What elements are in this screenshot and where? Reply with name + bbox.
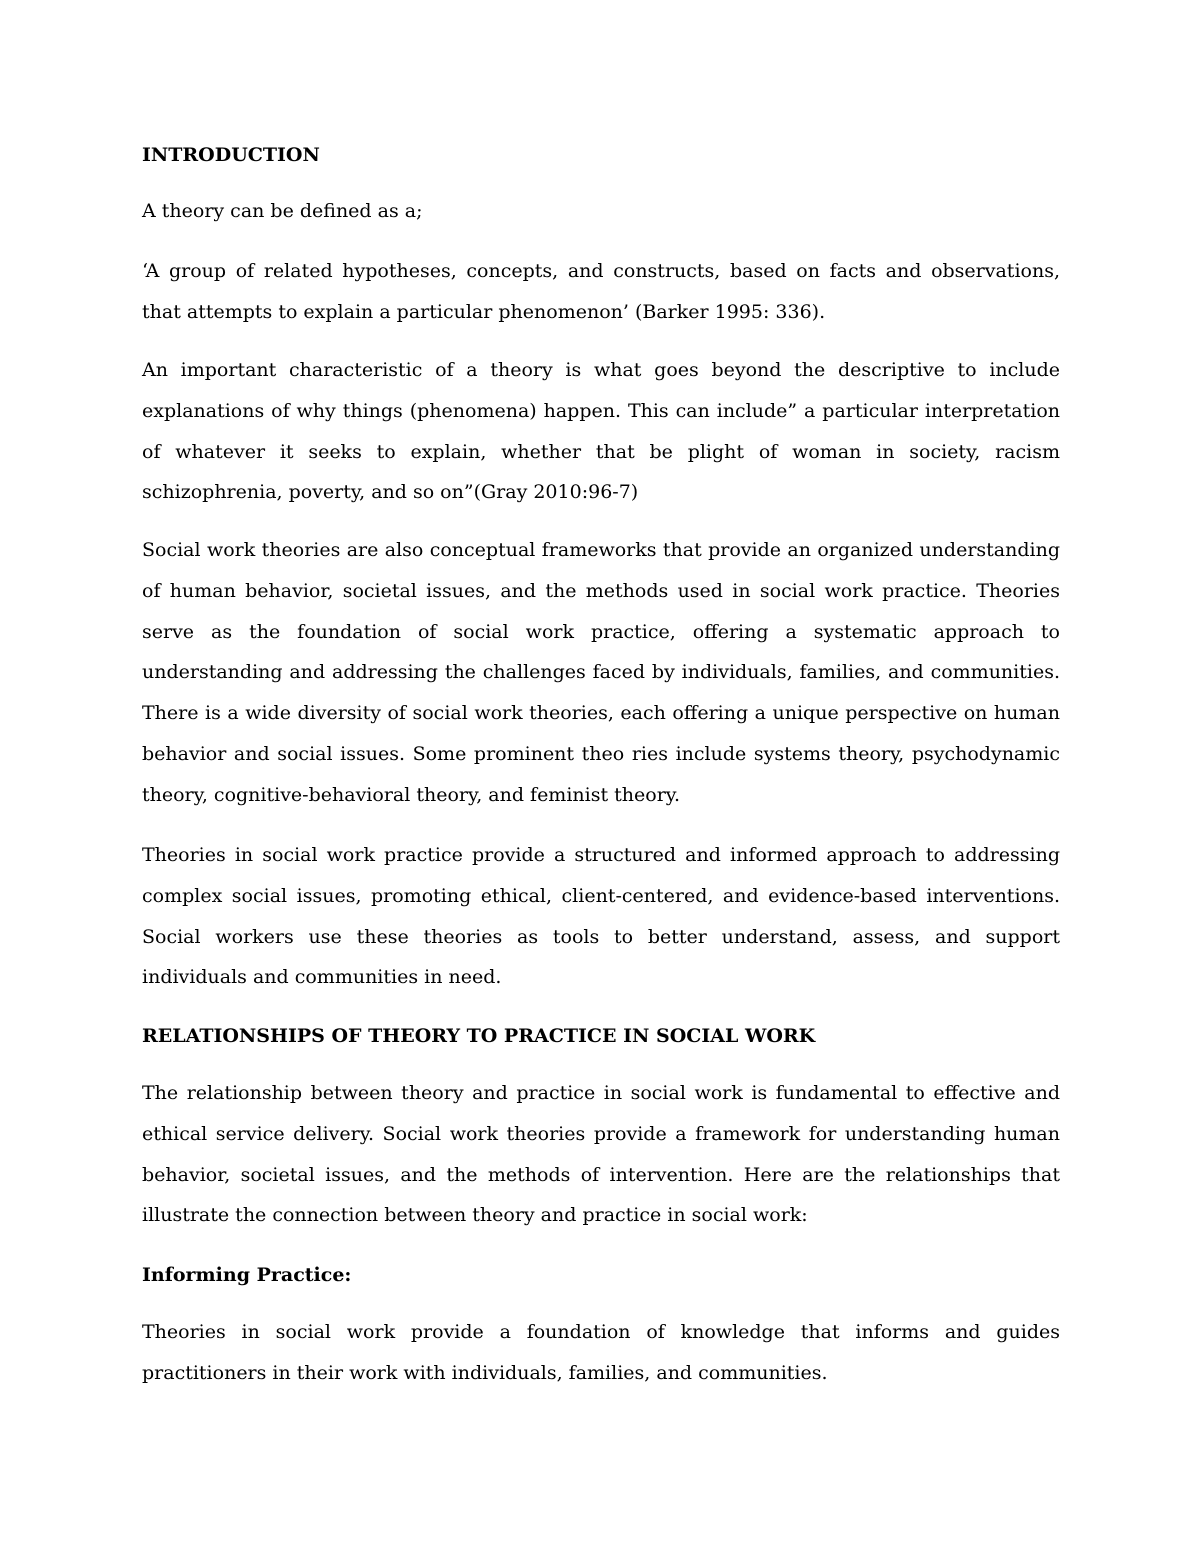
definition-lead: A theory can be defined as a; [142,200,423,222]
informing-paragraph: Theories in social work provide a foundation of knowledge that informs and guides practitioners in their work with individuals, families, and communities. [142,1321,1060,1384]
relationships-heading: RELATIONSHIPS OF THEORY TO PRACTICE IN SOCIAL WORK [142,1025,816,1047]
introduction-heading: INTRODUCTION [142,144,320,166]
frameworks-paragraph: Social work theories are also conceptual frameworks that provide an organized understanding of human behavior, societal issues, and the methods used in social work practice. Theories serve as the foundation of social work practice, offering a systematic approach to understanding and addressing the challenges faced by individuals, families, and communities. There is a wide diversity of social work theories, each offering a unique perspective on human behavior and social issues. Some prominent theo ries include systems theory, psychodynamic theory, cognitive-behavioral theory, and feminist theory. [142,539,1060,806]
informing-practice-heading: Informing Practice: [142,1264,352,1286]
characteristic-paragraph: An important characteristic of a theory is what goes beyond the descriptive to include explanations of why things (phenomena) happen. This can include” a particular interpretation of whatever it seeks to explain, whether that be plight of woman in society, racism schizophrenia, poverty, and so on”(Gray 2010:96-7) [142,359,1060,504]
practice-paragraph: Theories in social work practice provide a structured and informed approach to addressing complex social issues, promoting ethical, client-centered, and evidence-based interventions. Social workers use these theories as tools to better understand, assess, and support individuals and communities in need. [142,844,1060,989]
definition-quote: ‘A group of related hypotheses, concepts, and constructs, based on facts and observations, that attempts to explain a particular phenomenon’ (Barker 1995: 336). [142,260,1060,323]
relationships-paragraph: The relationship between theory and practice in social work is fundamental to effective and ethical service delivery. Social work theories provide a framework for understanding human behavior, societal issues, and the methods of intervention. Here are the relationships that illustrate the connection between theory and practice in social work: [142,1082,1060,1227]
